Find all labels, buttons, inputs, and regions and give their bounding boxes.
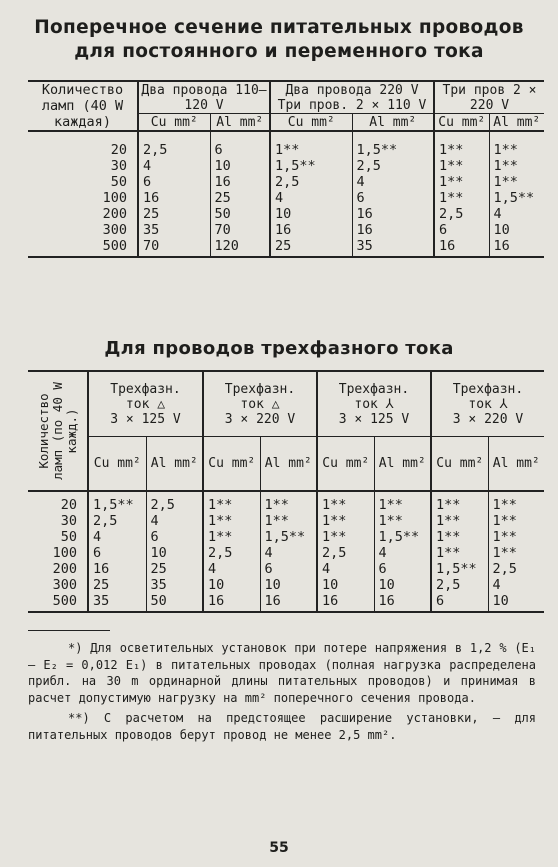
lamp-count-cell: 50 (60, 529, 77, 545)
footnote-2: **) С расчетом на предстоящее расширение установки, — для питательных проводов берут провод не менее 2,5 mm². (28, 711, 536, 742)
table1-group-header: Два провода 220 V Три пров. 2 × 110 V (270, 81, 434, 114)
table2-group-header (88, 371, 203, 437)
section-value-cell: 16 (88, 561, 146, 577)
section-value-cell: 2,5 (352, 158, 434, 174)
section-value-cell: 2,5 (146, 491, 203, 513)
section-value-cell: 1** (270, 131, 352, 158)
footnote-1: *) Для осветительных установок при потере напряжения в 1,2 % (E₁ — E₂ = 0,012 E₁) в питательных проводах (полная нагрузка распределена прибл. на 30 m ординарной длины питательных проводов) и принимая в расчет допустимую нагрузку на mm² поперечного сечения провода. (28, 641, 536, 705)
lamp-count-cell: 100 (102, 190, 127, 206)
section-value-cell: 6 (210, 131, 270, 158)
section-value-cell: 1,5** (88, 491, 146, 513)
section-value-cell: 2,5 (431, 577, 488, 593)
section-value-cell: 2,5 (317, 545, 374, 561)
section-value-cell: 16 (270, 222, 352, 238)
table-row (28, 174, 544, 190)
section-value-cell: 16 (434, 238, 489, 257)
section-value-cell: 1** (431, 491, 488, 513)
table1-sub-header: Al mm² (489, 114, 544, 131)
lamp-count-cell: 500 (52, 593, 77, 609)
section-value-cell: 50 (146, 593, 203, 612)
table-row (28, 577, 544, 593)
table-row (28, 545, 544, 561)
section-value-cell: 6 (374, 561, 431, 577)
section-value-cell: 4 (138, 158, 210, 174)
section-value-cell: 10 (270, 206, 352, 222)
section-value-cell: 16 (489, 238, 544, 257)
section-value-cell: 4 (317, 561, 374, 577)
table1-sub-header: Al mm² (352, 114, 434, 131)
table2-group-header (317, 371, 431, 437)
section-value-cell: 1** (374, 513, 431, 529)
table2-group-line: 3 × 125 V (110, 411, 181, 427)
section-value-cell: 4 (88, 529, 146, 545)
section-value-cell: 6 (146, 529, 203, 545)
table2-group-line: 3 × 220 V (452, 411, 524, 427)
lamp-count-cell: 200 (102, 206, 127, 222)
table-row (28, 513, 544, 529)
section-value-cell: 16 (374, 593, 431, 612)
table1-sub-header: Cu mm² (138, 114, 210, 131)
table-row (28, 238, 544, 257)
lamp-count-cell: 500 (102, 238, 127, 254)
section-value-cell: 16 (352, 206, 434, 222)
section-value-cell: 1** (488, 545, 544, 561)
section-value-cell: 10 (210, 158, 270, 174)
section-value-cell: 1** (488, 491, 544, 513)
section-value-cell: 1** (317, 513, 374, 529)
section-value-cell: 4 (270, 190, 352, 206)
section-value-cell: 1,5** (260, 529, 317, 545)
table1-body (28, 131, 544, 257)
table2-sub-header: Cu mm² (203, 437, 260, 492)
table2-group-line: 3 × 220 V (224, 411, 296, 427)
table2-header-lamps (28, 371, 88, 491)
table2-sub-header: Cu mm² (88, 437, 146, 492)
section-value-cell: 1,5** (431, 561, 488, 577)
table2-sub-header: Cu mm² (317, 437, 374, 492)
lamp-count-cell: 100 (52, 545, 77, 561)
table2-group-header (203, 371, 317, 437)
section-value-cell: 1** (489, 158, 544, 174)
section-value-cell: 4 (489, 206, 544, 222)
section-value-cell: 25 (270, 238, 352, 257)
section-value-cell: 25 (146, 561, 203, 577)
lamp-count-cell: 50 (110, 174, 127, 190)
table2-group-header (431, 371, 544, 437)
section-value-cell: 2,5 (434, 206, 489, 222)
section-value-cell: 2,5 (488, 561, 544, 577)
section-value-cell: 1** (434, 174, 489, 190)
section-value-cell: 10 (203, 577, 260, 593)
section-value-cell: 10 (260, 577, 317, 593)
section-value-cell: 25 (138, 206, 210, 222)
page-title-line2: для постоянного и переменного тока (74, 41, 484, 62)
section-value-cell: 35 (146, 577, 203, 593)
footnotes (28, 640, 536, 743)
section-value-cell: 16 (260, 593, 317, 612)
table2-group-line: ток ⅄ (468, 396, 508, 412)
section-value-cell: 10 (374, 577, 431, 593)
section-value-cell: 4 (374, 545, 431, 561)
section-value-cell: 1** (317, 491, 374, 513)
table-row (28, 206, 544, 222)
table2-group-line: ток ⅄ (354, 396, 394, 412)
table2-group-line: Трехфазн. (452, 381, 524, 397)
table2-header-lamps-text: Количество ламп (по 40 W кажд.) (35, 382, 79, 480)
section-value-cell: 10 (488, 593, 544, 612)
lamp-count-cell: 30 (110, 158, 127, 174)
section-value-cell: 4 (203, 561, 260, 577)
table2-group-line: Трехфазн. (224, 381, 296, 397)
section-value-cell: 1** (489, 131, 544, 158)
section-value-cell: 25 (210, 190, 270, 206)
table2-group-line: ток △ (240, 396, 280, 412)
section-value-cell: 6 (352, 190, 434, 206)
section-value-cell: 35 (352, 238, 434, 257)
table1-sub-header: Al mm² (210, 114, 270, 131)
lamp-count-cell: 20 (110, 142, 127, 158)
section-value-cell: 4 (488, 577, 544, 593)
section-value-cell: 6 (434, 222, 489, 238)
section-value-cell: 1** (203, 529, 260, 545)
page-title-line1: Поперечное сечение питательных проводов (34, 17, 524, 38)
section-value-cell: 70 (210, 222, 270, 238)
table2-group-line: Трехфазн. (110, 381, 181, 397)
table-single-phase (28, 80, 544, 258)
table-three-phase (28, 370, 544, 613)
section-value-cell: 1** (203, 491, 260, 513)
section-value-cell: 16 (352, 222, 434, 238)
lamp-count-cell: 300 (102, 222, 127, 238)
table-row (28, 593, 544, 612)
lamp-count-cell: 300 (52, 577, 77, 593)
section-value-cell: 2,5 (88, 513, 146, 529)
table2-body (28, 491, 544, 612)
section-value-cell: 1** (488, 529, 544, 545)
section-value-cell: 1,5** (374, 529, 431, 545)
section-value-cell: 16 (210, 174, 270, 190)
table1-header-lamps: Количество ламп (40 W каждая) (28, 81, 138, 131)
section-value-cell: 4 (352, 174, 434, 190)
section-value-cell: 1** (434, 190, 489, 206)
table1-sub-header: Cu mm² (434, 114, 489, 131)
section-value-cell: 1** (203, 513, 260, 529)
section-value-cell: 10 (489, 222, 544, 238)
table-row (28, 190, 544, 206)
section-value-cell: 70 (138, 238, 210, 257)
section-value-cell: 1,5** (489, 190, 544, 206)
page-number: 55 (269, 840, 289, 856)
section-value-cell: 1** (434, 158, 489, 174)
section-value-cell: 25 (88, 577, 146, 593)
footnote-rule (28, 630, 110, 631)
section-value-cell: 1** (431, 513, 488, 529)
table2-sub-header: Al mm² (374, 437, 431, 492)
table2-group-line: ток △ (125, 396, 166, 412)
section-value-cell: 10 (317, 577, 374, 593)
section-value-cell: 120 (210, 238, 270, 257)
section-value-cell: 1** (374, 491, 431, 513)
section-value-cell: 50 (210, 206, 270, 222)
section-title-three-phase: Для проводов трехфазного тока (104, 338, 454, 359)
table-row (28, 131, 544, 158)
section-value-cell: 4 (260, 545, 317, 561)
section-value-cell: 1** (434, 131, 489, 158)
section-value-cell: 6 (431, 593, 488, 612)
table1-sub-header: Cu mm² (270, 114, 352, 131)
section-value-cell: 1** (317, 529, 374, 545)
table-row (28, 158, 544, 174)
section-value-cell: 1** (431, 545, 488, 561)
section-value-cell: 35 (138, 222, 210, 238)
table1-group-header: Два провода 110—120 V (138, 81, 270, 114)
lamp-count-cell: 200 (52, 561, 77, 577)
table2-sub-header: Al mm² (146, 437, 203, 492)
section-value-cell: 6 (260, 561, 317, 577)
table2-group-line: 3 × 125 V (338, 411, 410, 427)
section-value-cell: 2,5 (203, 545, 260, 561)
section-value-cell: 1,5** (352, 131, 434, 158)
section-value-cell: 16 (317, 593, 374, 612)
lamp-count-cell: 30 (60, 513, 77, 529)
table2-group-line: Трехфазн. (338, 381, 410, 397)
table2-sub-header: Al mm² (260, 437, 317, 492)
section-value-cell: 6 (138, 174, 210, 190)
section-value-cell: 6 (88, 545, 146, 561)
section-value-cell: 1** (260, 491, 317, 513)
section-value-cell: 4 (146, 513, 203, 529)
table-row (28, 222, 544, 238)
table1-group-header: Три пров 2 × 220 V (434, 81, 544, 114)
section-value-cell: 1** (489, 174, 544, 190)
table2-sub-header: Al mm² (488, 437, 544, 492)
section-value-cell: 1** (488, 513, 544, 529)
section-value-cell: 1,5** (270, 158, 352, 174)
section-value-cell: 16 (138, 190, 210, 206)
section-value-cell: 16 (203, 593, 260, 612)
section-value-cell: 10 (146, 545, 203, 561)
section-value-cell: 2,5 (138, 131, 210, 158)
section-value-cell: 2,5 (270, 174, 352, 190)
lamp-count-cell: 20 (60, 497, 77, 513)
table2-sub-header: Cu mm² (431, 437, 488, 492)
table-row (28, 561, 544, 577)
table-row (28, 529, 544, 545)
section-value-cell: 1** (431, 529, 488, 545)
section-value-cell: 1** (260, 513, 317, 529)
table-row (28, 491, 544, 513)
section-value-cell: 35 (88, 593, 146, 612)
